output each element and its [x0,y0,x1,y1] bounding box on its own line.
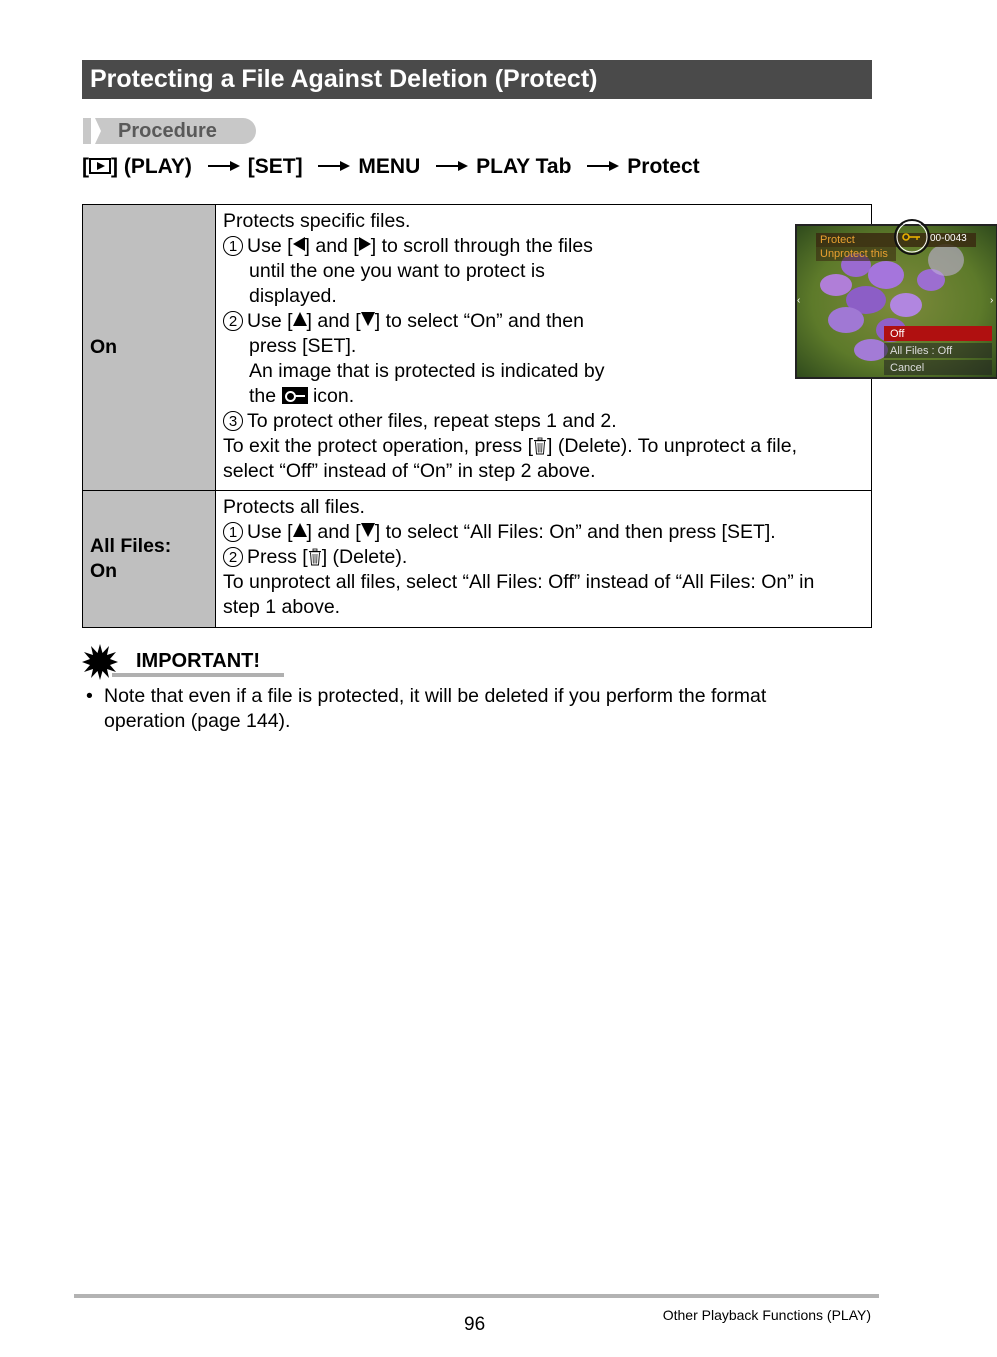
important-underline [112,673,284,677]
row-label-on [83,205,216,491]
play-icon [89,158,111,174]
trash-icon [308,548,322,566]
important-bullet [86,684,846,734]
step-2 [223,309,864,334]
step-2-text [247,309,584,334]
trash-icon [533,437,547,455]
nav-play-tab: PLAY Tab [476,155,572,178]
up-arrow-icon [293,312,307,326]
step-2-note: An image that is protected is indicated by [249,360,605,382]
settings-table [82,204,994,628]
step-2-text-b: ] (Delete). [321,546,408,568]
step-1-text [247,520,776,545]
nav-open-bracket: [ [82,155,89,178]
table-row [83,205,872,491]
important-heading [82,644,287,680]
step-1-continued-2: displayed. [249,285,337,307]
screen-option-all-files: All Files : Off [890,345,953,357]
down-arrow-icon [361,312,375,326]
step-1 [223,520,864,545]
step-1-text-b: ] and [ [304,235,359,257]
nav-play: ] (PLAY) [111,155,192,178]
down-arrow-icon [361,523,375,537]
row-description-all-files-on [216,491,872,628]
screen-menu-unprotect: Unprotect this [820,248,888,260]
important-note: Note that even if a file is protected, it will be deleted if you perform the format operation (page 144). [104,685,767,732]
menu-path [82,153,700,181]
exit-instruction [223,434,864,459]
screen-option-off: Off [890,328,905,340]
camera-screen-image [796,225,997,378]
footer-divider [74,1294,879,1298]
page-title: Protecting a File Against Deletion (Protect) [82,60,872,99]
up-arrow-icon [293,523,307,537]
arrow-right-icon [208,165,238,167]
nav-menu: MENU [358,155,421,178]
step-1-text-c: ] to select “All Files: On” and then press [SET]. [374,521,776,543]
exit-text-b: ] (Delete). To unprotect a file, [547,435,798,457]
step-1-text-b: ] and [ [306,521,361,543]
row-label-line-1: All Files: [90,535,172,557]
left-arrow-icon [293,237,305,251]
screen-right-arrow-icon: › [990,295,994,306]
procedure-notch [95,118,107,144]
step-number: 1 [223,522,243,542]
procedure-tag-stub [83,118,91,144]
procedure-tag [83,118,256,144]
nav-protect: Protect [627,155,700,178]
step-3 [223,409,864,434]
step-number: 1 [223,236,243,256]
step-number: 3 [223,411,243,431]
row-label-all-files-on [83,491,216,628]
step-2-continued: press [SET]. [249,335,357,357]
arrow-right-icon [587,165,617,167]
step-1-text-c: ] to scroll through the files [370,235,593,257]
row-all-intro: Protects all files. [223,496,365,518]
step-1-text-a: Use [ [247,235,293,257]
step-2-note-a: the [249,385,277,407]
step-1-text-a: Use [ [247,521,293,543]
table-row [83,491,872,628]
row-label-line-2: On [90,560,118,582]
step-2-text-b: ] and [ [306,310,361,332]
step-number: 2 [223,547,243,567]
screen-left-arrow-icon: ‹ [797,295,801,306]
unprotect-note: To unprotect all files, select “All Files: Off” instead of “All Files: On” in [223,571,815,593]
arrow-right-icon [436,165,466,167]
step-1-text [247,234,593,259]
exit-instruction-2: select “Off” instead of “On” in step 2 above. [223,460,596,482]
unprotect-note-2: step 1 above. [223,596,341,618]
screen-menu-protect: Protect [820,234,855,246]
step-2-note-b: icon. [312,385,355,407]
step-2-text [247,545,407,570]
step-2 [223,545,864,570]
row-description-on [216,205,994,491]
step-2-text-a: Press [ [247,546,308,568]
bullet-dot: • [86,685,93,707]
page-number: 96 [464,1314,486,1335]
right-arrow-icon [359,237,371,251]
step-1-continued: until the one you want to protect is [249,260,545,282]
row-on-intro: Protects specific files. [223,210,411,232]
procedure-label: Procedure [118,120,217,142]
arrow-right-icon [318,165,348,167]
important-label: IMPORTANT! [136,650,261,672]
screen-option-cancel: Cancel [890,362,925,374]
screen-file-number: 00-0043 [930,233,967,244]
step-2-text-c: ] to select “On” and then [374,310,584,332]
procedure-tag-pill [95,118,256,144]
exit-text-a: To exit the protect operation, press [ [223,435,534,457]
step-3-text: To protect other files, repeat steps 1 and 2. [247,410,617,432]
step-2-text-a: Use [ [247,310,293,332]
protect-key-icon [282,387,308,404]
nav-set: [SET] [247,155,303,178]
row-label-text: On [90,336,118,358]
step-2-note-2 [223,384,864,409]
step-number: 2 [223,311,243,331]
step-1 [223,234,864,259]
footer-section-title: Other Playback Functions (PLAY) [662,1307,871,1323]
